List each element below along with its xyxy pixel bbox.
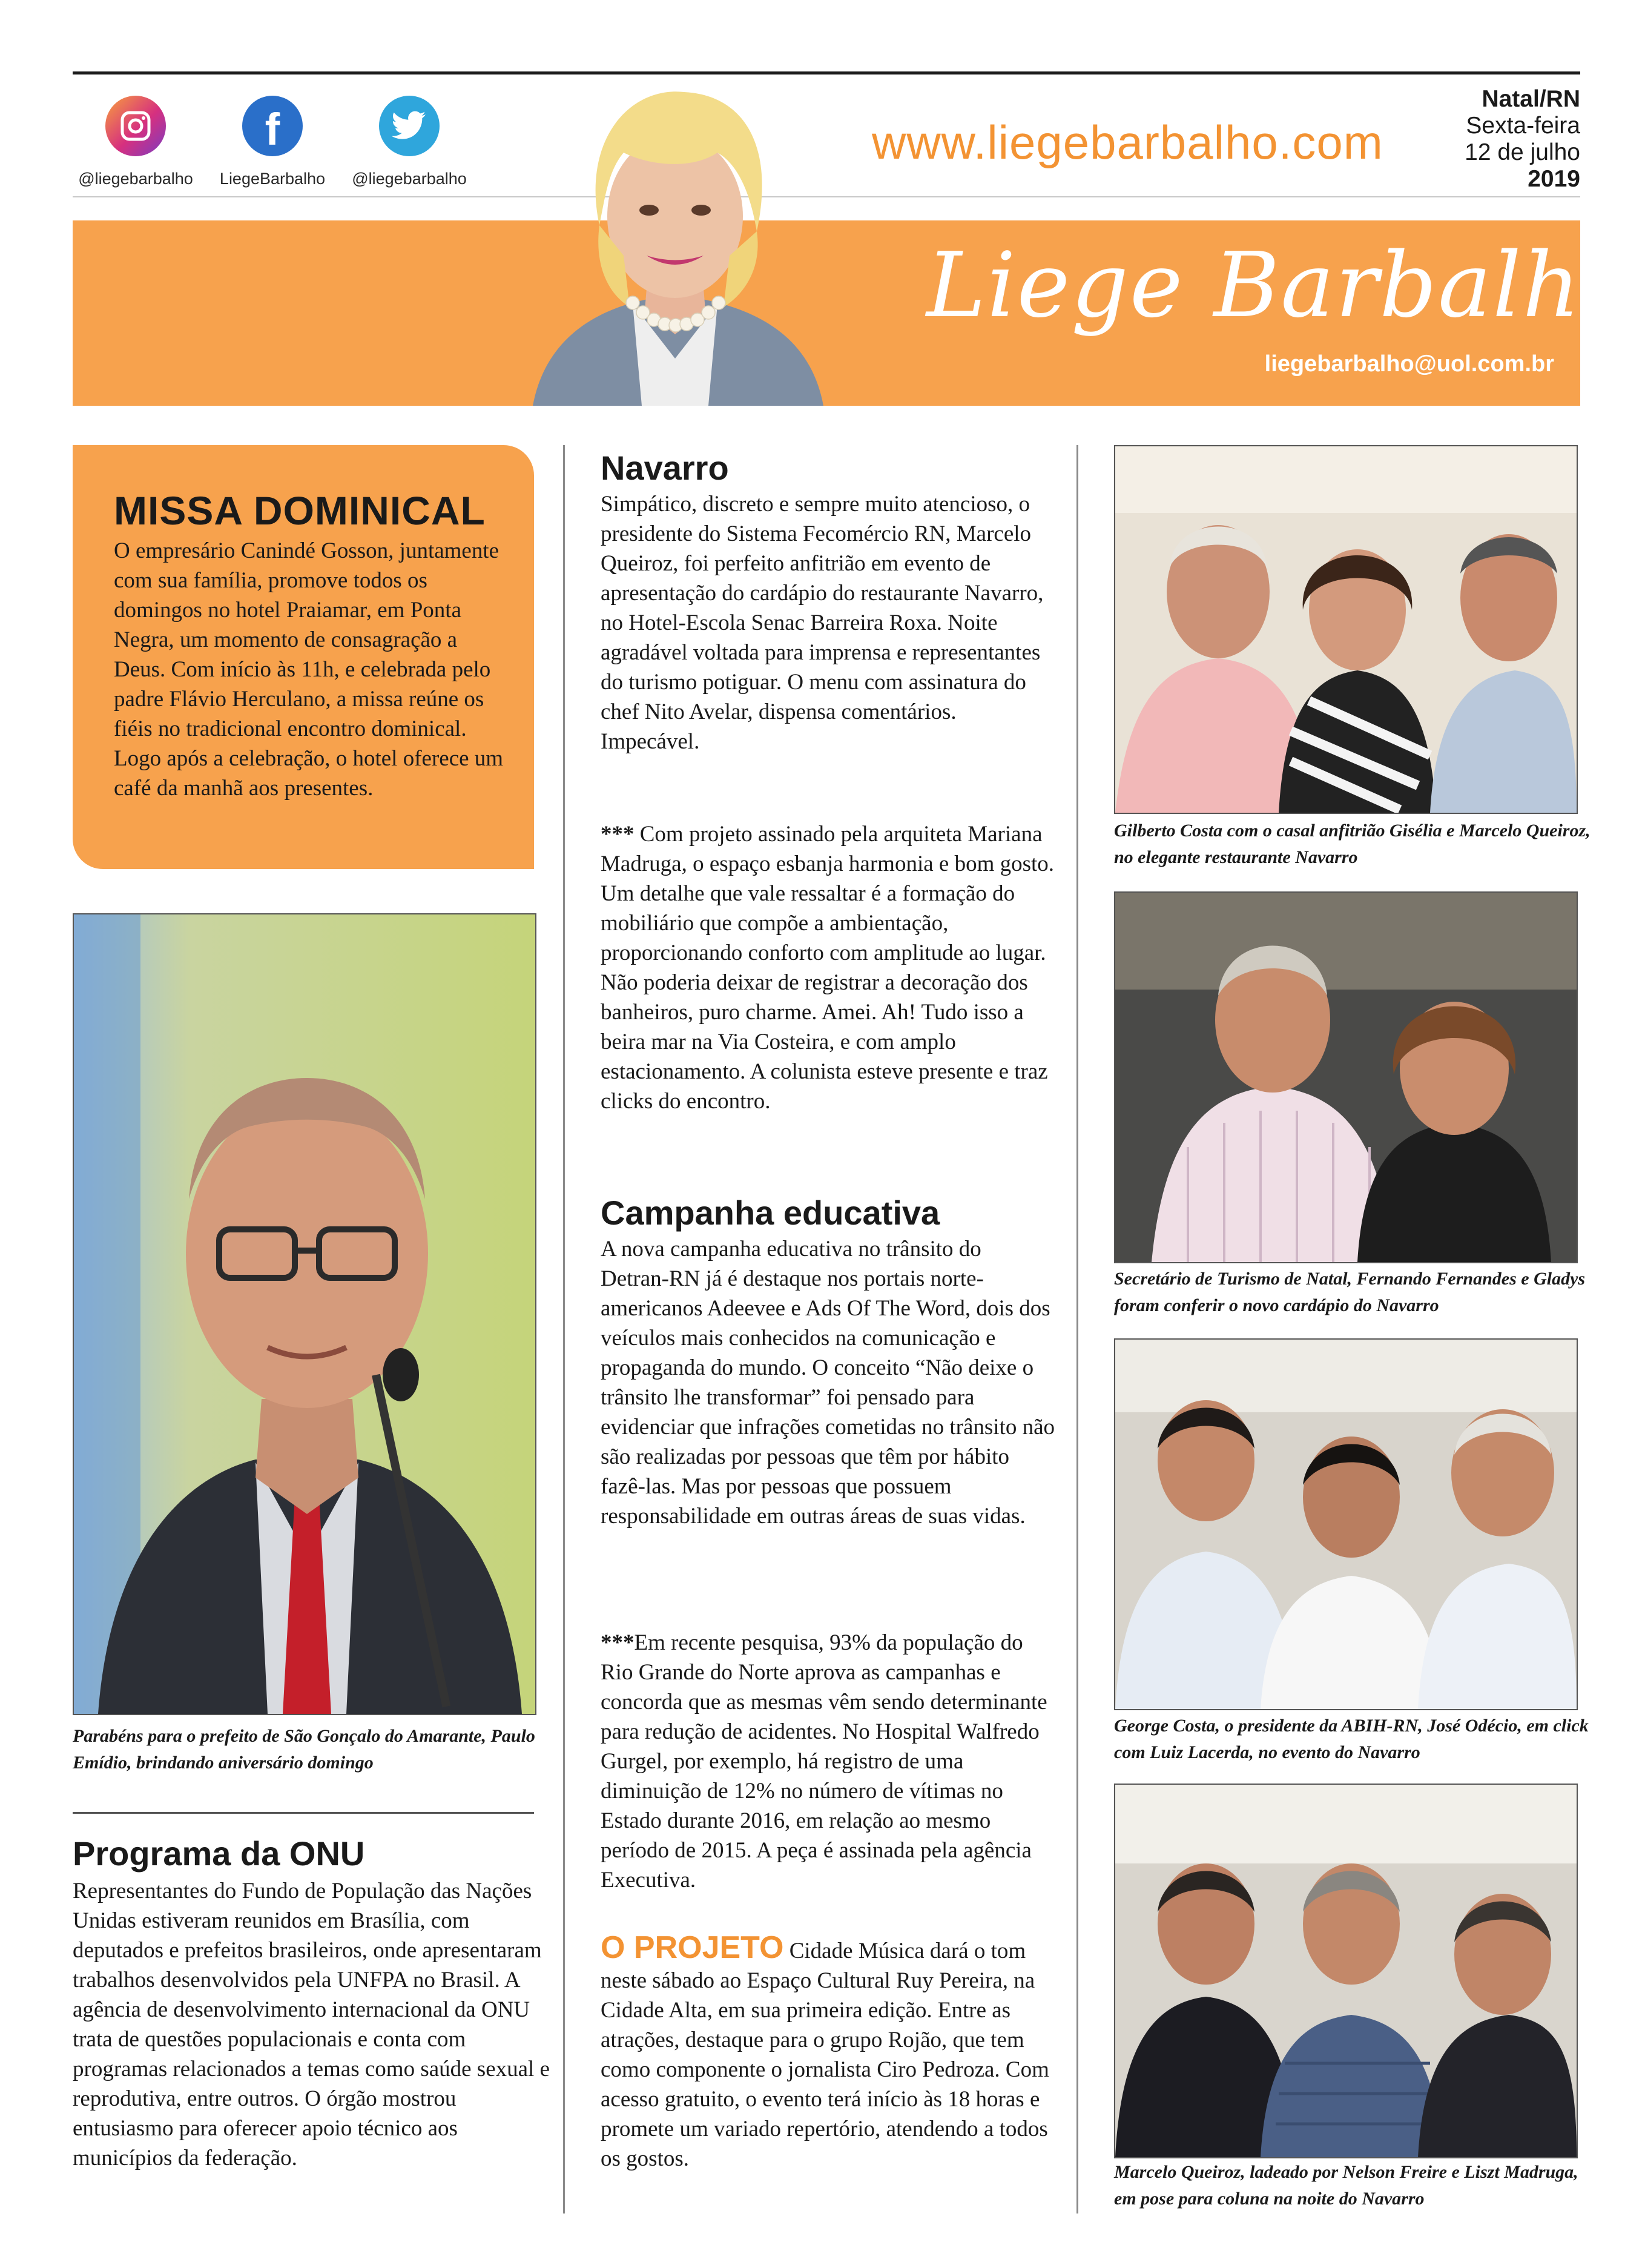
columnist-photo — [509, 74, 842, 406]
caption-1: Gilberto Costa com o casal anfitrião Gisélia e Marcelo Queiroz, no elegante restaurante Navarro — [1114, 821, 1591, 867]
twitter-handle: @liegebarbalho — [352, 170, 467, 188]
campanha-extra-text: Em recente pesquisa, 93% da população do Rio Grande do Norte aprova as campanhas e concorda que as mesmas vêm sendo determinante para redução de acidentes. No Hospital Walfredo Gurgel, por exemplo, há registro de uma diminuição de 12% no número de vítimas no Estado durante 2016, em relação ao mesmo período de 2015. A peça é assinada pela agência Executiva. — [601, 1630, 1047, 1893]
projeto-lead: O PROJETO — [601, 1930, 784, 1965]
column-rule-right — [1076, 445, 1078, 2213]
onu-title: Programa da ONU — [73, 1834, 365, 1873]
section-divider — [73, 1812, 534, 1814]
navarro-extra — [601, 819, 1055, 1116]
missa-text: O empresário Canindé Gosson, juntamente com sua família, promove todos os domingos no hotel Praiamar, em Ponta Negra, um momento de consagração a Deus. Com início às 11h, e celebrada pelo padre Flávio Herculano, a missa reúne os fiéis no tradicional encontro dominical. Logo após a celebração, o hotel oferece um café da manhã aos presentes. — [114, 538, 504, 801]
city: Natal/RN — [1482, 86, 1580, 112]
instagram-icon — [105, 96, 166, 156]
date: 12 de julho — [1465, 139, 1580, 165]
twitter-icon — [379, 96, 440, 156]
prefeito-photo — [73, 913, 536, 1715]
columnist-email[interactable]: liegebarbalho@uol.com.br — [1264, 351, 1554, 377]
website-link[interactable]: www.liegebarbalho.com — [872, 116, 1383, 169]
facebook-icon: f — [242, 96, 303, 156]
year: 2019 — [1528, 166, 1580, 192]
missa-title: MISSA DOMINICAL — [114, 488, 486, 533]
prefeito-caption: Parabéns para o prefeito de São Gonçalo do Amarante, Paulo Emídio, brindando aniversário domingo — [73, 1726, 535, 1773]
column-rule-left — [563, 445, 565, 2213]
caption-3: George Costa, o presidente da ABIH-RN, José Odécio, em click com Luiz Lacerda, no evento do Navarro — [1114, 1716, 1589, 1762]
campanha-extra-marker: *** — [601, 1630, 635, 1655]
date-block — [1465, 86, 1580, 193]
photo-fernando-gladys — [1114, 891, 1578, 1263]
social-facebook[interactable] — [200, 96, 345, 188]
campanha-title: Campanha educativa — [601, 1194, 940, 1232]
navarro-text: Simpático, discreto e sempre muito atencioso, o presidente do Sistema Fecomércio RN, Marcelo Queiroz, foi perfeito anfitrião em evento de apresentação do cardápio do restaurante Navarro, no Hotel-Escola Senac Barreira Roxa. Noite agradável voltada para imprensa e representantes do turismo potiguar. O menu com assinatura do chef Nito Avelar, dispensa comentários. Impecável. — [601, 492, 1044, 754]
photo-george-odecio-luiz — [1114, 1338, 1578, 1710]
navarro-extra-marker: *** — [601, 822, 635, 847]
navarro-extra-text: Com projeto assinado pela arquiteta Mariana Madruga, o espaço esbanja harmonia e bom gosto. Um detalhe que vale ressaltar é a formação do mobiliário que compõe a ambientação, proporcionando conforto com amplitude ao lugar. Não poderia deixar de registrar a decoração dos banheiros, puro charme. Amei. Ah! Tudo isso a beira mar na Via Costeira, e com amplo estacionamento. A colunista esteve presente e traz clicks do encontro. — [601, 822, 1055, 1114]
caption-4: Marcelo Queiroz, ladeado por Nelson Freire e Liszt Madruga, em pose para coluna na noite do Navarro — [1114, 2162, 1578, 2209]
facebook-handle: LiegeBarbalho — [219, 170, 326, 188]
social-instagram[interactable] — [63, 96, 208, 188]
projeto-body: Cidade Música dará o tom neste sábado ao Espaço Cultural Ruy Pereira, na Cidade Alta, em sua primeira edição. Entre as atrações, destaque para o grupo Rojão, que tem como componente o jornalista Ciro Pedroza. Com acesso gratuito, o evento terá início às 18 horas e promete um variado repertório, atendendo a todos os gostos. — [601, 1939, 1049, 2171]
instagram-handle: @liegebarbalho — [78, 170, 193, 188]
column-title: Liege Barbalho — [926, 233, 1637, 337]
caption-2: Secretário de Turismo de Natal, Fernando Fernandes e Gladys foram conferir o novo cardápio do Navarro — [1114, 1269, 1586, 1315]
photo-gilberto-gisella-marcelo — [1114, 445, 1578, 814]
weekday: Sexta-feira — [1466, 113, 1580, 139]
navarro-title: Navarro — [601, 449, 729, 487]
projeto-text — [601, 1930, 1055, 2174]
campanha-text: A nova campanha educativa no trânsito do Detran-RN já é destaque nos portais norte-americanos Adeevee e Ads Of The Word, dois dos veículos mais conhecidos na comunicação e propaganda do mundo. O conceito “Não deixe o trânsito lhe transformar” foi pensado para evidenciar que infrações cometidas no trânsito não são realizadas por pessoas que têm por hábito fazê-las. Mas por pessoas que possuem responsabilidade em outras áreas de suas vidas. — [601, 1237, 1055, 1529]
photo-marcelo-nelson-liszt — [1114, 1784, 1578, 2158]
onu-text: Representantes do Fundo de População das Nações Unidas estiveram reunidos em Brasília, com deputados e prefeitos brasileiros, onde apresentaram trabalhos desenvolvidos pela UNFPA no Brasil. A agência de desenvolvimento internacional da ONU trata de questões populacionais e conta com programas relacionados a temas como saúde sexual e reprodutiva, entre outros. O órgão mostrou entusiasmo para oferecer apoio técnico aos municípios da federação. — [73, 1879, 550, 2170]
social-twitter[interactable] — [337, 96, 482, 188]
campanha-extra — [601, 1628, 1055, 1895]
